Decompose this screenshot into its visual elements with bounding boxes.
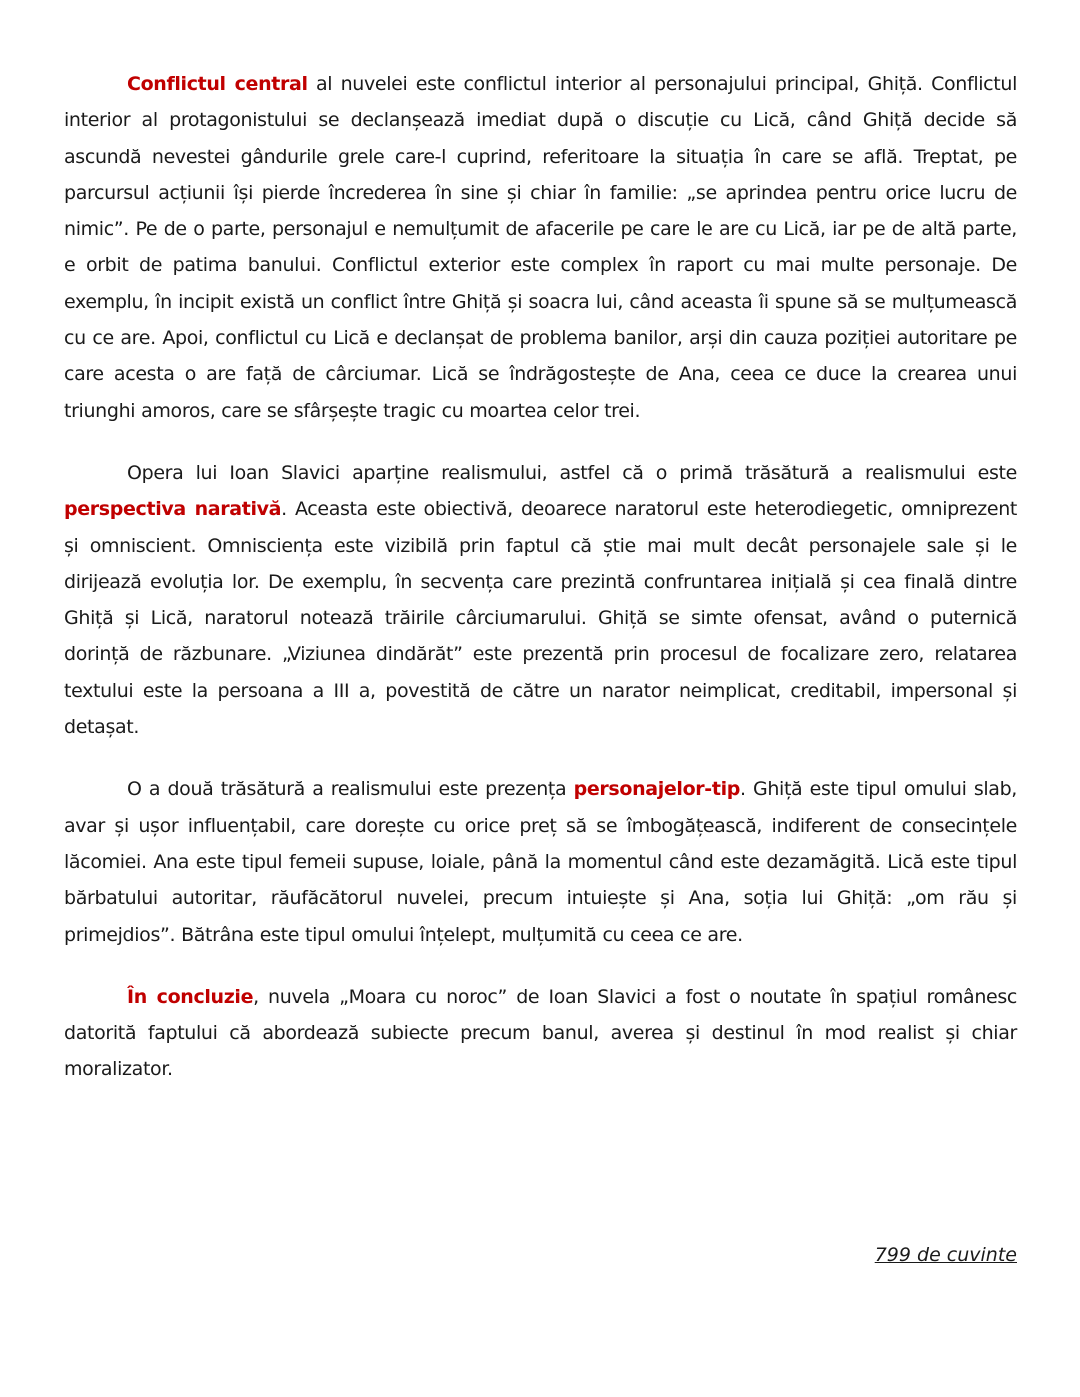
- paragraph-text: . Ghiță este tipul omului slab, avar și ușor influențabil, care dorește cu orice preț să se îmbogățească, indiferent de consecințele lăcomiei. Ana este tipul femeii supuse, loiale, până la momentul când este dezamăgită. Lică este tipul bărbatului autoritar, răufăcătorul nuvelei, precum intuiește și Ana, soția lui Ghiță: „om rău și primejdios”. Bătrâna este tipul omului înțelept, mulțumită cu ceea ce are.: [64, 778, 1017, 946]
- paragraph-text: O a două trăsătură a realismului este prezența: [127, 778, 574, 801]
- paragraph-conclusion: [64, 979, 1017, 1088]
- paragraph-text: , nuvela „Moara cu noroc” de Ioan Slavici a fost o noutate în spațiul românesc datorită faptului că abordează subiecte precum banul, averea și destinul în mod realist și chiar moralizator.: [64, 985, 1017, 1081]
- highlight-conclusion: În concluzie: [127, 985, 254, 1008]
- word-count: 799 de cuvinte: [874, 1244, 1017, 1266]
- paragraph-central-conflict: [64, 66, 1017, 429]
- highlight-narrative-perspective: perspectiva narativă: [64, 498, 282, 521]
- paragraph-narrative-perspective: [64, 455, 1017, 745]
- paragraph-type-characters: [64, 771, 1017, 952]
- document-body: [64, 66, 1017, 1114]
- paragraph-text: . Aceasta este obiectivă, deoarece naratorul este heterodiegetic, omniprezent și omniscient. Omnisciența este vizibilă prin faptul că știe mai mult decât personajele sale și le dirijează evoluția lor. De exemplu, în secvența care prezintă confruntarea inițială și cea finală dintre Ghiță și Lică, naratorul notează trăirile cârciumarului. Ghiță se simte ofensat, având o puternică dorință de răzbunare. „Viziunea dindărăt” este prezentă prin procesul de focalizare zero, relatarea textului este la persoana a III a, povestită de către un narator neimplicat, creditabil, impersonal și detașat.: [64, 498, 1017, 739]
- highlight-central-conflict: Conflictul central: [127, 73, 308, 95]
- paragraph-text: al nuvelei este conflictul interior al personajului principal, Ghiță. Conflictul interior al protagonistului se declanșează imediat după o discuție cu Lică, când Ghiță decide să ascundă nevestei gândurile grele care-l cuprind, referitoare la situația în care se află. Treptat, pe parcursul acțiunii își pierde încrederea în sine și chiar în familie: „se aprindea pentru orice lucru de nimic”. Pe de o parte, personajul e nemulțumit de afacerile pe care le are cu Lică, iar pe de altă parte, e orbit de patima banului. Conflictul exterior este complex în raport cu mai multe personaje. De exemplu, în incipit există un conflict între Ghiță și soacra lui, când aceasta îi spune să se mulțumească cu ce are. Apoi, conflictul cu Lică e declanșat de problema banilor, arși din cauza poziției autoritare pe care acesta o are față de cârciumar. Lică se îndrăgostește de Ana, ceea ce duce la crearea unui triunghi amoros, care se sfârșește tragic cu moartea celor trei.: [64, 73, 1017, 422]
- highlight-type-characters: personajelor-tip: [573, 778, 740, 801]
- paragraph-text: Opera lui Ioan Slavici aparține realismului, astfel că o primă trăsătură a realismului este: [127, 461, 1017, 484]
